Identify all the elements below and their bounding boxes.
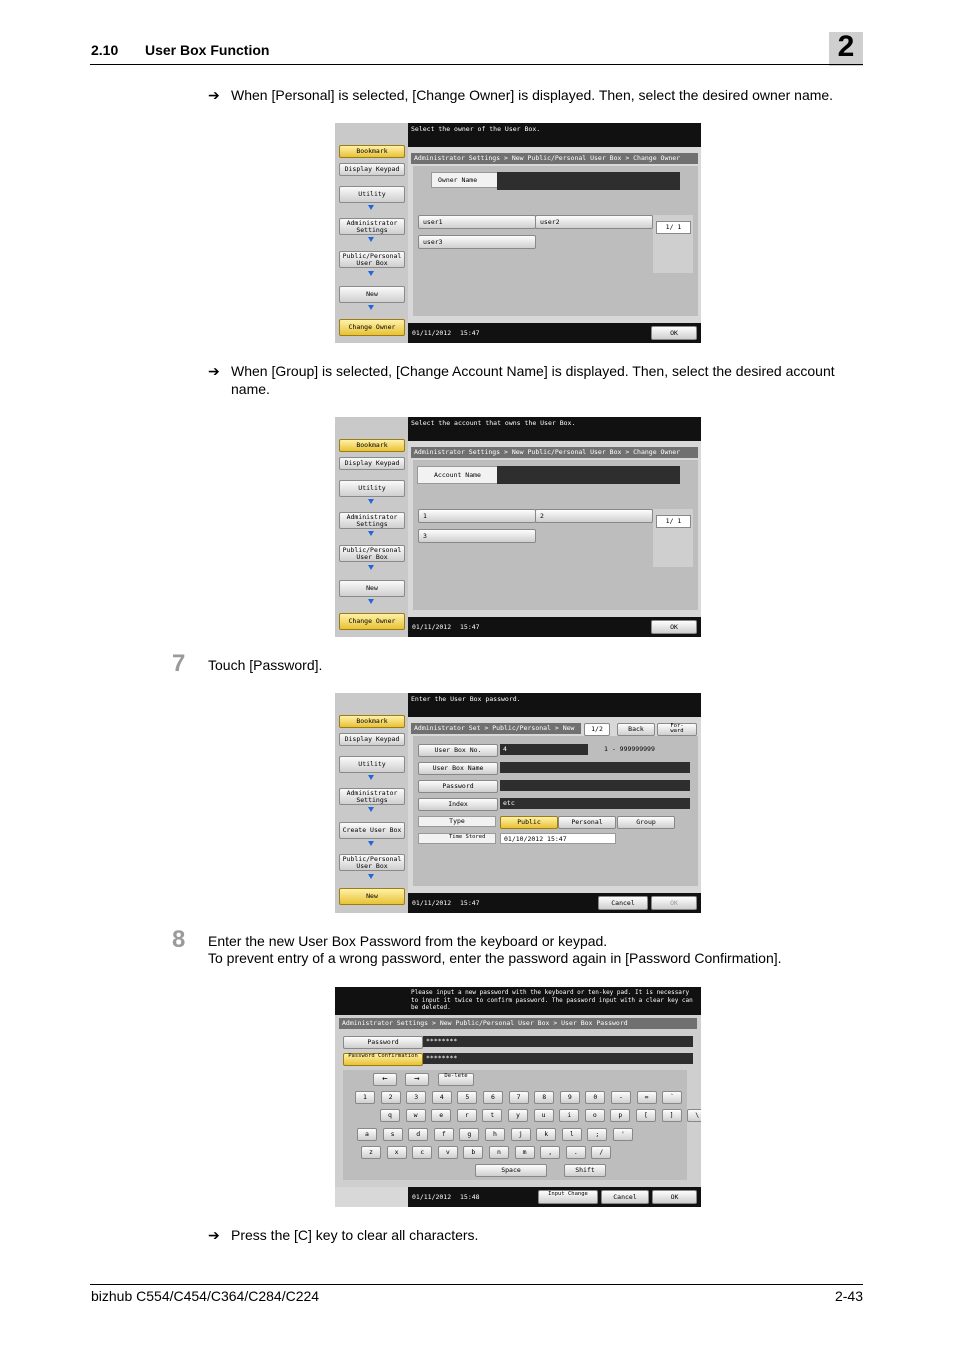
section-number: 2.10 (91, 42, 119, 58)
status-date: 01/11/2012 (412, 329, 452, 337)
keyboard-key[interactable]: i (559, 1109, 579, 1122)
keyboard-key[interactable]: 5 (457, 1091, 477, 1104)
nav-utility[interactable]: Utility (339, 480, 405, 497)
keyboard-key[interactable]: . (566, 1146, 586, 1159)
keyboard-key[interactable]: s (383, 1128, 403, 1141)
shift-key[interactable]: Shift (564, 1164, 606, 1177)
owner-option[interactable]: user3 (418, 235, 536, 249)
keyboard-key[interactable]: / (591, 1146, 611, 1159)
down-arrow-icon (368, 271, 374, 276)
arrow-icon: ➔ (208, 363, 220, 379)
nav-create-user-box[interactable]: Create User Box (339, 822, 405, 839)
page-indicator: 1/ 1 (656, 515, 691, 528)
password-button[interactable]: Password (418, 780, 498, 793)
index-field[interactable]: etc (500, 798, 690, 809)
footer-model: bizhub C554/C454/C364/C284/C224 (91, 1288, 320, 1304)
cursor-left-icon[interactable]: ← (373, 1073, 397, 1086)
left-panel (335, 417, 408, 637)
down-arrow-icon (368, 531, 374, 536)
step-text-line2: To prevent entry of a wrong password, enter the password again in [Password Confirmation]. (208, 950, 782, 966)
time-stored-label: Time Stored (418, 833, 496, 844)
keyboard-key[interactable]: ` (662, 1091, 682, 1104)
screen-change-account (335, 417, 701, 637)
bullet-text-line1: When [Group] is selected, [Change Account Name] is displayed. Then, select the desired account (231, 363, 835, 379)
keyboard-key[interactable]: y (508, 1109, 528, 1122)
keyboard-key[interactable]: n (489, 1146, 509, 1159)
keyboard-key[interactable]: 6 (483, 1091, 503, 1104)
keyboard-key[interactable]: j (511, 1128, 531, 1141)
index-button[interactable]: Index (418, 798, 498, 811)
header-rule (90, 64, 863, 65)
status-time: 15:48 (460, 1193, 480, 1201)
page-indicator: 1/ 1 (656, 221, 691, 234)
pager (653, 509, 693, 567)
account-name-field[interactable] (497, 466, 680, 484)
left-panel (335, 123, 408, 343)
nav-new[interactable]: New (339, 580, 405, 597)
down-arrow-icon (368, 237, 374, 242)
ok-button[interactable]: OK (651, 326, 697, 340)
screen-change-owner (335, 123, 701, 343)
user-box-no-range: 1 - 999999999 (604, 745, 655, 753)
display-keypad-button[interactable]: Display Keypad (339, 163, 405, 176)
space-key[interactable]: Space (475, 1164, 547, 1177)
cancel-button[interactable]: Cancel (598, 896, 648, 910)
user-box-no-button[interactable]: User Box No. (418, 744, 498, 757)
keyboard-key[interactable]: g (459, 1128, 479, 1141)
password-field[interactable]: ******** (423, 1036, 693, 1047)
keyboard-key[interactable]: 1 (355, 1091, 375, 1104)
status-time: 15:47 (460, 623, 480, 631)
password-button[interactable]: Password (343, 1036, 423, 1049)
keyboard-key[interactable]: ] (662, 1109, 682, 1122)
down-arrow-icon (368, 599, 374, 604)
ok-button[interactable]: OK (651, 620, 697, 634)
nav-new[interactable]: New (339, 888, 405, 905)
keyboard-key[interactable]: u (534, 1109, 554, 1122)
down-arrow-icon (368, 305, 374, 310)
status-time: 15:47 (460, 899, 480, 907)
footer-page-number: 2-43 (834, 1288, 863, 1304)
display-keypad-button[interactable]: Display Keypad (339, 457, 405, 470)
keyboard-key[interactable]: ; (587, 1128, 607, 1141)
down-arrow-icon (368, 499, 374, 504)
keyboard-key[interactable]: b (463, 1146, 483, 1159)
down-arrow-icon (368, 807, 374, 812)
keyboard-key[interactable]: e (431, 1109, 451, 1122)
keyboard-key[interactable]: ' (613, 1128, 633, 1141)
ok-button[interactable]: OK (652, 1190, 697, 1204)
back-button[interactable]: Back (617, 723, 655, 736)
keyboard-key[interactable]: 4 (432, 1091, 452, 1104)
screen-new-user-box (335, 693, 701, 913)
bullet-text-line2: name. (231, 381, 270, 397)
user-box-no-field[interactable]: 4 (500, 744, 588, 755)
keyboard-key[interactable]: p (610, 1109, 630, 1122)
password-confirmation-field[interactable]: ******** (423, 1053, 693, 1064)
page-indicator: 1/2 (584, 723, 610, 736)
keyboard-key[interactable]: v (438, 1146, 458, 1159)
owner-name-field[interactable] (497, 172, 680, 190)
time-stored-value: 01/10/2012 15:47 (500, 833, 616, 844)
status-date: 01/11/2012 (412, 1193, 452, 1201)
keyboard-key[interactable]: f (434, 1128, 454, 1141)
type-personal-button[interactable]: Personal (558, 816, 616, 829)
arrow-icon: ➔ (208, 1227, 220, 1243)
content-panel (413, 736, 698, 886)
nav-administrator-settings[interactable]: Administrator Settings (339, 218, 405, 235)
type-label: Type (418, 816, 496, 827)
step-number: 8 (172, 926, 186, 953)
keyboard-key[interactable]: c (412, 1146, 432, 1159)
keyboard-key[interactable]: t (482, 1109, 502, 1122)
keyboard-key[interactable]: r (457, 1109, 477, 1122)
account-option[interactable]: 3 (418, 529, 536, 543)
status-bar (408, 323, 701, 343)
section-title: User Box Function (145, 42, 270, 58)
keyboard-key[interactable]: [ (636, 1109, 656, 1122)
password-confirmation-button[interactable]: Password Confirmation (343, 1053, 423, 1066)
keyboard-key[interactable]: , (540, 1146, 560, 1159)
bullet-text: When [Personal] is selected, [Change Owner] is displayed. Then, select the desired owner name. (231, 87, 834, 103)
user-box-name-field[interactable] (500, 762, 690, 773)
input-change-button[interactable]: Input Change (538, 1190, 598, 1204)
down-arrow-icon (368, 775, 374, 780)
chapter-number: 2 (837, 30, 855, 63)
type-public-button[interactable]: Public (500, 816, 558, 829)
forward-button[interactable]: For- ward (657, 723, 697, 736)
down-arrow-icon (368, 565, 374, 570)
owner-option[interactable]: user2 (535, 215, 653, 229)
nav-utility[interactable]: Utility (339, 186, 405, 203)
keyboard-key[interactable]: 7 (509, 1091, 529, 1104)
status-bar (408, 617, 701, 637)
arrow-icon: ➔ (208, 87, 220, 103)
cursor-right-icon[interactable]: → (405, 1073, 429, 1086)
delete-button[interactable]: De-lete (438, 1073, 474, 1086)
nav-public-personal-user-box[interactable]: Public/Personal User Box (339, 545, 405, 562)
instruction-message: Select the owner of the User Box. (408, 123, 701, 147)
pager (653, 215, 693, 273)
keyboard-key[interactable]: l (562, 1128, 582, 1141)
user-box-name-button[interactable]: User Box Name (418, 762, 498, 775)
bullet-text: Press the [C] key to clear all characters. (231, 1227, 479, 1243)
breadcrumb: Administrator Set > Public/Personal > New (411, 723, 581, 734)
breadcrumb: Administrator Settings > New Public/Personal User Box > User Box Password (339, 1018, 697, 1029)
down-arrow-icon (368, 841, 374, 846)
nav-new[interactable]: New (339, 286, 405, 303)
nav-administrator-settings[interactable]: Administrator Settings (339, 512, 405, 529)
ok-button[interactable]: OK (651, 896, 697, 910)
down-arrow-icon (368, 874, 374, 879)
owner-option[interactable]: user1 (418, 215, 536, 229)
footer-rule (90, 1284, 863, 1285)
bookmark-button[interactable]: Bookmark (339, 145, 405, 158)
nav-administrator-settings[interactable]: Administrator Settings (339, 788, 405, 805)
account-option[interactable]: 2 (535, 509, 653, 523)
keyboard-key[interactable]: 0 (585, 1091, 605, 1104)
keyboard-key[interactable]: = (637, 1091, 657, 1104)
account-option[interactable]: 1 (418, 509, 536, 523)
status-bar (408, 893, 701, 913)
keyboard-key[interactable]: q (380, 1109, 400, 1122)
keyboard-key[interactable]: \ (687, 1109, 701, 1122)
type-group-button[interactable]: Group (617, 816, 675, 829)
keyboard-key[interactable]: k (536, 1128, 556, 1141)
keyboard-key[interactable]: - (611, 1091, 631, 1104)
status-time: 15:47 (460, 329, 480, 337)
left-panel (335, 693, 408, 913)
keyboard-key[interactable]: a (357, 1128, 377, 1141)
status-bar (408, 1187, 701, 1207)
keyboard-key[interactable]: 3 (406, 1091, 426, 1104)
keyboard-key[interactable]: 2 (381, 1091, 401, 1104)
breadcrumb: Administrator Settings > New Public/Personal User Box > Change Owner (411, 447, 698, 458)
step-text: Touch [Password]. (208, 657, 323, 673)
owner-name-label: Owner Name (431, 172, 501, 188)
nav-public-personal-user-box[interactable]: Public/Personal User Box (339, 854, 405, 871)
step-number: 7 (172, 650, 186, 677)
nav-public-personal-user-box[interactable]: Public/Personal User Box (339, 251, 405, 268)
screen-user-box-password (335, 987, 701, 1207)
keyboard-key[interactable]: 8 (534, 1091, 554, 1104)
keyboard-key[interactable]: o (585, 1109, 605, 1122)
password-field[interactable] (500, 780, 690, 791)
step-text-line1: Enter the new User Box Password from the keyboard or keypad. (208, 933, 608, 949)
instruction-message: Enter the User Box password. (408, 693, 701, 717)
nav-utility[interactable]: Utility (339, 756, 405, 773)
bookmark-button[interactable]: Bookmark (339, 715, 405, 728)
status-date: 01/11/2012 (412, 623, 452, 631)
status-date: 01/11/2012 (412, 899, 452, 907)
keyboard-key[interactable]: h (485, 1128, 505, 1141)
instruction-message: Select the account that owns the User Box. (408, 417, 701, 441)
keyboard-key[interactable]: w (406, 1109, 426, 1122)
bookmark-button[interactable]: Bookmark (339, 439, 405, 452)
nav-change-owner[interactable]: Change Owner (339, 613, 405, 630)
cancel-button[interactable]: Cancel (601, 1190, 649, 1204)
instruction-message: Please input a new password with the keyboard or ten-key pad. It is necessary to input it twice to confirm password. The password input with a clear key can be deleted. (335, 987, 701, 1015)
keyboard-key[interactable]: 9 (560, 1091, 580, 1104)
content-panel (413, 166, 698, 316)
down-arrow-icon (368, 205, 374, 210)
nav-change-owner[interactable]: Change Owner (339, 319, 405, 336)
keyboard-key[interactable]: x (387, 1146, 407, 1159)
account-name-label: Account Name (417, 466, 501, 484)
display-keypad-button[interactable]: Display Keypad (339, 733, 405, 746)
keyboard-key[interactable]: m (515, 1146, 535, 1159)
keyboard-key[interactable]: z (361, 1146, 381, 1159)
breadcrumb: Administrator Settings > New Public/Personal User Box > Change Owner (411, 153, 698, 164)
keyboard-key[interactable]: d (408, 1128, 428, 1141)
content-panel (413, 460, 698, 610)
